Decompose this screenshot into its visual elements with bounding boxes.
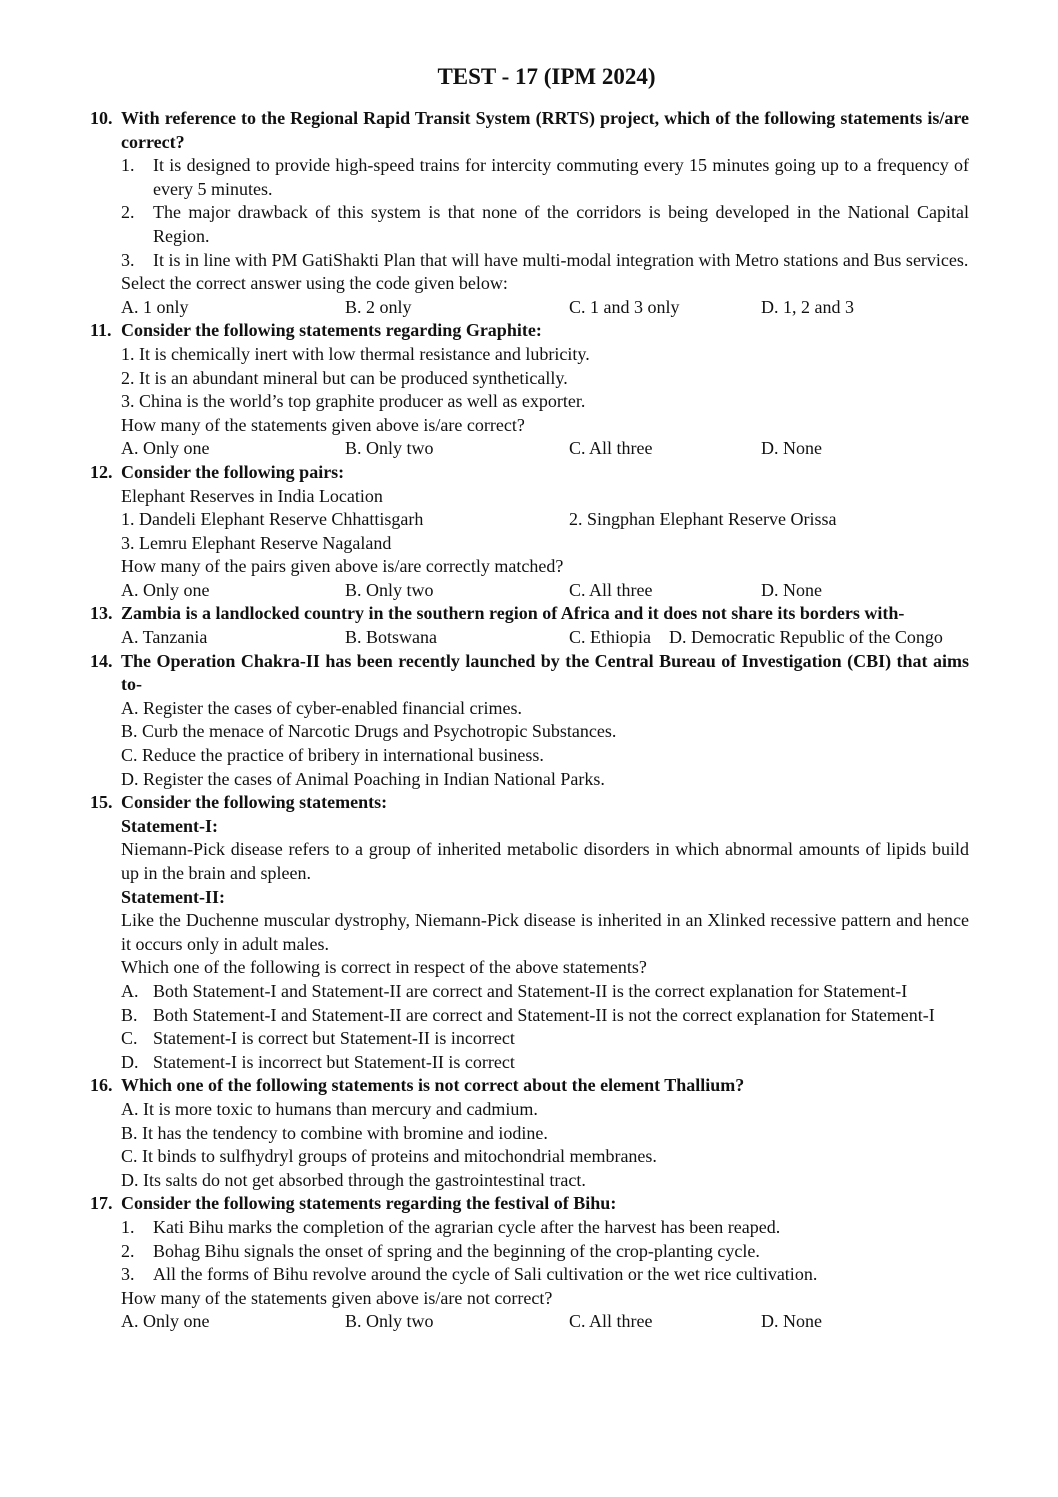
options-row — [121, 437, 969, 461]
option: C. 1 and 3 only — [569, 296, 680, 317]
statement-text: Like the Duchenne muscular dystrophy, Niemann-Pick disease is inherited in an Xlinked recessive pattern and hence it occurs only in adult males. — [121, 910, 969, 954]
statement — [121, 1240, 969, 1264]
document-page — [90, 62, 969, 1334]
option: B. Curb the menace of Narcotic Drugs and Psychotropic Substances. — [121, 721, 617, 742]
statement-number: 1. — [121, 1216, 135, 1237]
statement: 1. It is chemically inert with low thermal resistance and lubricity. — [121, 343, 590, 364]
option: D. None — [761, 579, 822, 600]
option: B. Only two — [345, 579, 434, 600]
statement-text: Kati Bihu marks the completion of the agrarian cycle after the harvest has been reaped. — [153, 1216, 781, 1237]
statement-number: 2. — [121, 202, 135, 223]
prompt: How many of the statements given above is/are not correct? — [121, 1287, 553, 1308]
question-number: 14. — [90, 650, 113, 671]
option: A. It is more toxic to humans than mercury and cadmium. — [121, 1098, 538, 1119]
pair: 1. Dandeli Elephant Reserve Chhattisgarh — [121, 509, 424, 530]
option — [121, 1004, 969, 1028]
statement-number: 3. — [121, 1264, 135, 1285]
option-text: Statement-I is correct but Statement-II is incorrect — [153, 1028, 515, 1049]
statement — [121, 249, 969, 273]
option — [121, 1027, 969, 1051]
option: A. Register the cases of cyber-enabled financial crimes. — [121, 697, 522, 718]
question-text: Zambia is a landlocked country in the southern region of Africa and it does not share its borders with- — [121, 603, 905, 624]
pairs-header: Elephant Reserves in India Location — [121, 485, 383, 506]
page-title: TEST - 17 (IPM 2024) — [437, 64, 656, 89]
statement-number: 2. — [121, 1240, 135, 1261]
option: B. It has the tendency to combine with bromine and iodine. — [121, 1122, 548, 1143]
option-letter: A. — [121, 980, 139, 1001]
question-text: Consider the following statements: — [121, 792, 388, 813]
option — [121, 1051, 969, 1075]
statement-label: Statement-I: — [121, 815, 218, 836]
option: C. Reduce the practice of bribery in international business. — [121, 745, 544, 766]
option: D. None — [761, 1311, 822, 1332]
question-16 — [90, 1074, 969, 1192]
statement — [121, 1216, 969, 1240]
question-number: 13. — [90, 603, 113, 624]
question-number: 16. — [90, 1075, 113, 1096]
prompt: Which one of the following is correct in respect of the above statements? — [121, 957, 647, 978]
statement — [121, 1263, 969, 1287]
statement-number: 3. — [121, 249, 135, 270]
question-11 — [90, 319, 969, 461]
option: A. Only one — [121, 579, 210, 600]
option-letter: D. — [121, 1051, 139, 1072]
option: A. Tanzania — [121, 627, 208, 648]
question-text: Consider the following statements regarding Graphite: — [121, 320, 542, 341]
option-letter: C. — [121, 1028, 138, 1049]
pair: 3. Lemru Elephant Reserve Nagaland — [121, 532, 392, 553]
statement — [121, 154, 969, 201]
option: D. Register the cases of Animal Poaching in Indian National Parks. — [121, 768, 605, 789]
statement-label: Statement-II: — [121, 886, 225, 907]
option: C. All three — [569, 438, 653, 459]
statement-text: It is designed to provide high-speed trains for intercity commuting every 15 minutes going up to a frequency of every 5 minutes. — [153, 155, 969, 199]
question-text: Consider the following pairs: — [121, 461, 345, 482]
options-row — [121, 296, 969, 320]
option: C. All three — [569, 579, 653, 600]
question-14 — [90, 650, 969, 792]
statement-number: 1. — [121, 155, 135, 176]
options-row — [121, 1310, 969, 1334]
question-13 — [90, 602, 969, 649]
question-text: Consider the following statements regarding the festival of Bihu: — [121, 1193, 617, 1214]
statement — [121, 201, 969, 248]
statement-text: It is in line with PM GatiShakti Plan that will have multi-modal integration with Metro stations and Bus services. — [153, 249, 969, 270]
options-row — [121, 626, 969, 650]
statement-text: All the forms of Bihu revolve around the cycle of Sali cultivation or the wet rice cultivation. — [153, 1264, 818, 1285]
option-text: Statement-I is incorrect but Statement-II is correct — [153, 1051, 515, 1072]
statement: 3. China is the world’s top graphite producer as well as exporter. — [121, 391, 586, 412]
statement-text: Niemann-Pick disease refers to a group of inherited metabolic disorders in which abnormal amounts of lipids build up in the brain and spleen. — [121, 839, 969, 883]
option-text: Both Statement-I and Statement-II are correct and Statement-II is the correct explanation for Statement-I — [153, 980, 908, 1001]
statement-text: Bohag Bihu signals the onset of spring and the beginning of the crop-planting cycle. — [153, 1240, 760, 1261]
option — [121, 980, 969, 1004]
option: D. Democratic Republic of the Congo — [669, 627, 943, 648]
question-15 — [90, 791, 969, 1074]
question-text: Which one of the following statements is not correct about the element Thallium? — [121, 1075, 745, 1096]
question-text: With reference to the Regional Rapid Transit System (RRTS) project, which of the following statements is/are correct? — [121, 108, 969, 152]
options-row — [121, 579, 969, 603]
question-10 — [90, 107, 969, 319]
option-text: Both Statement-I and Statement-II are correct and Statement-II is not the correct explanation for Statement-I — [153, 1004, 935, 1025]
question-12 — [90, 461, 969, 603]
option: A. Only one — [121, 438, 210, 459]
pairs-row — [121, 508, 969, 532]
option: B. Only two — [345, 1311, 434, 1332]
option: B. Botswana — [345, 627, 437, 648]
option: B. 2 only — [345, 296, 412, 317]
question-number: 11. — [90, 320, 112, 341]
option-letter: B. — [121, 1004, 138, 1025]
option: C. It binds to sulfhydryl groups of proteins and mitochondrial membranes. — [121, 1146, 657, 1167]
option: D. 1, 2 and 3 — [761, 296, 854, 317]
option: C. Ethiopia — [569, 627, 651, 648]
prompt: How many of the pairs given above is/are correctly matched? — [121, 556, 564, 577]
pair: 2. Singphan Elephant Reserve Orissa — [569, 509, 837, 530]
prompt: How many of the statements given above is/are correct? — [121, 414, 525, 435]
option: C. All three — [569, 1311, 653, 1332]
option: D. None — [761, 438, 822, 459]
statement-text: The major drawback of this system is that none of the corridors is being developed in the National Capital Region. — [153, 202, 969, 246]
question-17 — [90, 1192, 969, 1334]
prompt: Select the correct answer using the code given below: — [121, 273, 508, 294]
question-number: 12. — [90, 461, 113, 482]
question-number: 10. — [90, 108, 113, 128]
option: B. Only two — [345, 438, 434, 459]
option: A. Only one — [121, 1311, 210, 1332]
question-number: 15. — [90, 792, 113, 813]
option: D. Its salts do not get absorbed through the gastrointestinal tract. — [121, 1169, 586, 1190]
question-text: The Operation Chakra-II has been recently launched by the Central Bureau of Investigation (CBI) that aims to- — [121, 650, 969, 695]
statement: 2. It is an abundant mineral but can be produced synthetically. — [121, 367, 568, 388]
question-number: 17. — [90, 1193, 113, 1214]
option: A. 1 only — [121, 296, 189, 317]
